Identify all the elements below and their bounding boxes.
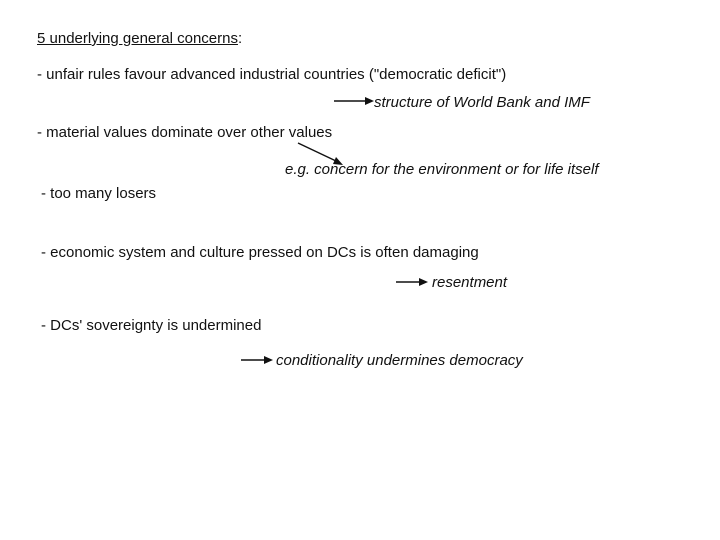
slide-title-colon: : — [237, 30, 243, 47]
slide-title-text: 5 underlying general concerns — [37, 30, 238, 47]
concern-3: - too many losers — [41, 185, 157, 202]
concern-1-note: structure of World Bank and IMF — [374, 94, 590, 111]
concern-5: - DCs' sovereignty is undermined — [41, 317, 262, 334]
concern-2-note: e.g. concern for the environment or for life itself — [285, 161, 599, 178]
arrow-right-icon — [396, 276, 428, 288]
concern-2: - material values dominate over other values — [37, 124, 333, 141]
slide-title — [37, 30, 242, 48]
concern-4: - economic system and culture pressed on DCs is often damaging — [41, 244, 479, 261]
arrow-right-icon — [241, 354, 273, 366]
arrow-right-icon — [334, 95, 374, 107]
concern-1: - unfair rules favour advanced industrial countries ("democratic deficit") — [37, 66, 507, 83]
concern-5-note: conditionality undermines democracy — [276, 352, 523, 369]
concern-4-note: resentment — [432, 274, 508, 291]
